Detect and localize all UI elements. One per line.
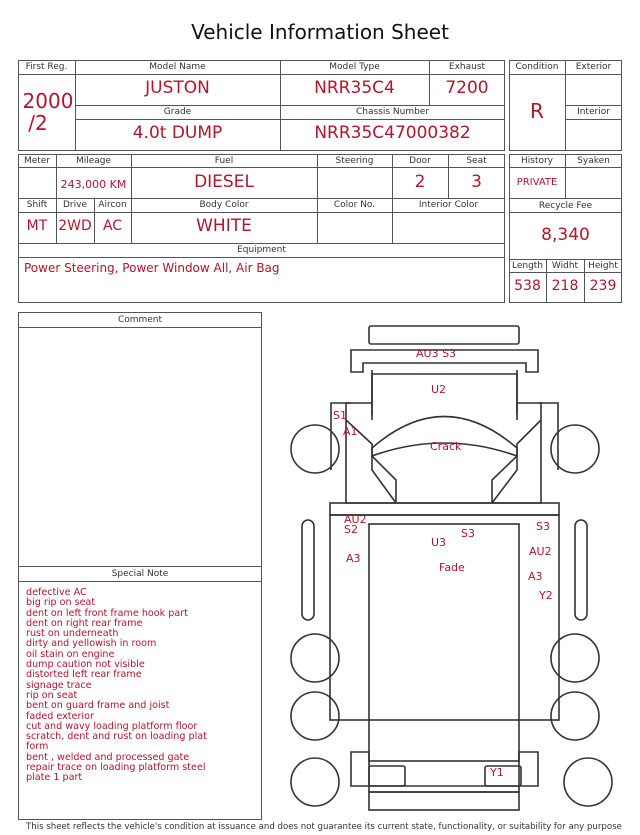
body-color-label: Body Color	[199, 200, 249, 210]
shift-label: Shift	[26, 200, 48, 210]
special-note-item: big rip on seat	[26, 597, 96, 609]
special-note-item: dent on left front frame hook part	[26, 607, 188, 619]
special-notes-list	[26, 588, 258, 784]
body-color-value: WHITE	[196, 216, 252, 236]
model-type-value: NRR35C4	[314, 78, 395, 98]
grade-value: 4.0t DUMP	[132, 123, 223, 143]
front-bumper	[369, 326, 519, 344]
damage-mark-s1: S1	[333, 409, 347, 422]
damage-mark-s3-right: S3	[536, 520, 550, 533]
special-note-item: rip on seat	[26, 689, 78, 701]
aircon-label: Aircon	[98, 200, 127, 210]
height-value: 239	[589, 278, 617, 294]
damage-mark-a3-left: A3	[346, 552, 361, 565]
special-note-item: dent on right rear frame	[26, 617, 143, 629]
damage-mark-y1: Y1	[490, 766, 504, 779]
comment-area	[22, 331, 258, 563]
special-note-item: signage trace	[26, 679, 92, 691]
length-label: Length	[511, 261, 544, 271]
special-note-item: form	[26, 741, 49, 753]
right-door-line	[492, 420, 541, 503]
width-label: Widht	[551, 261, 579, 271]
special-note-item: defective AC	[26, 587, 87, 598]
meter-label: Meter	[23, 156, 51, 166]
special-note-item: bent on guard frame and joist	[26, 700, 170, 712]
first-reg-year-value: 2000	[22, 89, 74, 113]
comment-label: Comment	[117, 315, 163, 325]
special-note-item: plate 1 part	[26, 772, 83, 784]
width-value: 218	[551, 278, 579, 294]
wheel-rear-left-2	[291, 692, 339, 740]
condition-value: R	[530, 99, 544, 123]
damage-mark-au2-s2: AU2 S2	[344, 513, 367, 536]
special-note-item: rust on underneath	[26, 628, 119, 640]
first-reg-month-value: /2	[28, 111, 48, 135]
special-note-item: scratch, dent and rust on loading plat	[26, 731, 207, 743]
drive-label: Drive	[63, 200, 87, 210]
special-note-item: oil stain on engine	[26, 648, 115, 660]
special-note-item: repair trace on loading platform steel	[26, 762, 206, 774]
chassis-number-value: NRR35C47000382	[314, 123, 471, 143]
loading-bed-inner	[369, 524, 519, 761]
interior-label: Interior	[577, 107, 610, 117]
damage-mark-au2-right: AU2	[529, 545, 552, 558]
first-reg-label: First Reg.	[25, 62, 68, 72]
door-value: 2	[414, 172, 426, 192]
door-label: Door	[409, 156, 431, 166]
shift-value: MT	[26, 218, 48, 234]
exhaust-value: 7200	[445, 78, 489, 98]
model-name-label: Model Name	[149, 62, 206, 72]
fuel-label: Fuel	[214, 156, 234, 166]
special-note-item: faded exterior	[26, 710, 94, 722]
special-note-item: dump caution not visible	[26, 659, 145, 671]
model-name-value: JUSTON	[145, 78, 210, 98]
exhaust-label: Exhaust	[448, 62, 486, 72]
special-note-item: bent , welded and processed gate	[26, 751, 190, 763]
aircon-value: AC	[102, 218, 123, 234]
grade-label: Grade	[163, 107, 192, 117]
spare-wheel-left	[291, 758, 339, 806]
mileage-value: 243,000 KM	[60, 178, 127, 191]
condition-label: Condition	[515, 62, 559, 72]
color-no-label: Color No.	[333, 200, 376, 210]
interior-color-label: Interior Color	[418, 200, 479, 210]
history-value: PRIVATE	[516, 177, 558, 188]
model-type-label: Model Type	[329, 62, 380, 72]
damage-mark-au3-s3: AU3 S3	[416, 347, 457, 360]
wheel-rear-left-1	[291, 634, 339, 682]
disclaimer-footer: This sheet reflects the vehicle's condition at issuance and does not guarantee its current state, functionality, or suitability for any purpose	[26, 822, 622, 832]
length-value: 538	[514, 278, 541, 294]
steering-label: Steering	[335, 156, 374, 166]
recycle-fee-label: Recycle Fee	[538, 201, 593, 211]
special-note-item: distorted left rear frame	[26, 669, 142, 681]
seat-label: Seat	[466, 156, 487, 166]
damage-mark-y2: Y2	[539, 589, 553, 602]
seat-value: 3	[471, 172, 482, 192]
special-note-item: dirty and yellowish in room	[26, 638, 157, 650]
damage-mark-a1: A1	[343, 425, 358, 438]
exterior-label: Exterior	[575, 62, 612, 72]
damage-mark-fade: Fade	[439, 561, 465, 574]
damage-mark-s3-mid: S3	[461, 527, 475, 540]
damage-mark-u2: U2	[431, 383, 447, 396]
mileage-label: Mileage	[75, 156, 112, 166]
page-title: Vehicle Information Sheet	[191, 20, 449, 44]
equipment-value: Power Steering, Power Window All, Air Bag	[24, 261, 280, 275]
fuel-value: DIESEL	[194, 172, 254, 192]
syaken-label: Syaken	[577, 156, 610, 166]
left-tail-light	[369, 766, 405, 786]
drive-value: 2WD	[58, 218, 92, 234]
rear-step	[369, 792, 519, 810]
special-note-item: cut and wavy loading platform floor	[26, 720, 198, 732]
spare-wheel-right	[564, 758, 612, 806]
recycle-fee-value: 8,340	[541, 225, 590, 245]
damage-mark-crack: Crack	[430, 440, 462, 453]
height-label: Height	[588, 261, 618, 271]
equipment-label: Equipment	[237, 245, 286, 255]
special-note-label: Special Note	[111, 569, 169, 579]
damage-mark-u3: U3	[431, 536, 447, 549]
damage-mark-a3-right: A3	[528, 570, 543, 583]
history-label: History	[520, 156, 554, 166]
chassis-number-label: Chassis Number	[355, 107, 430, 117]
